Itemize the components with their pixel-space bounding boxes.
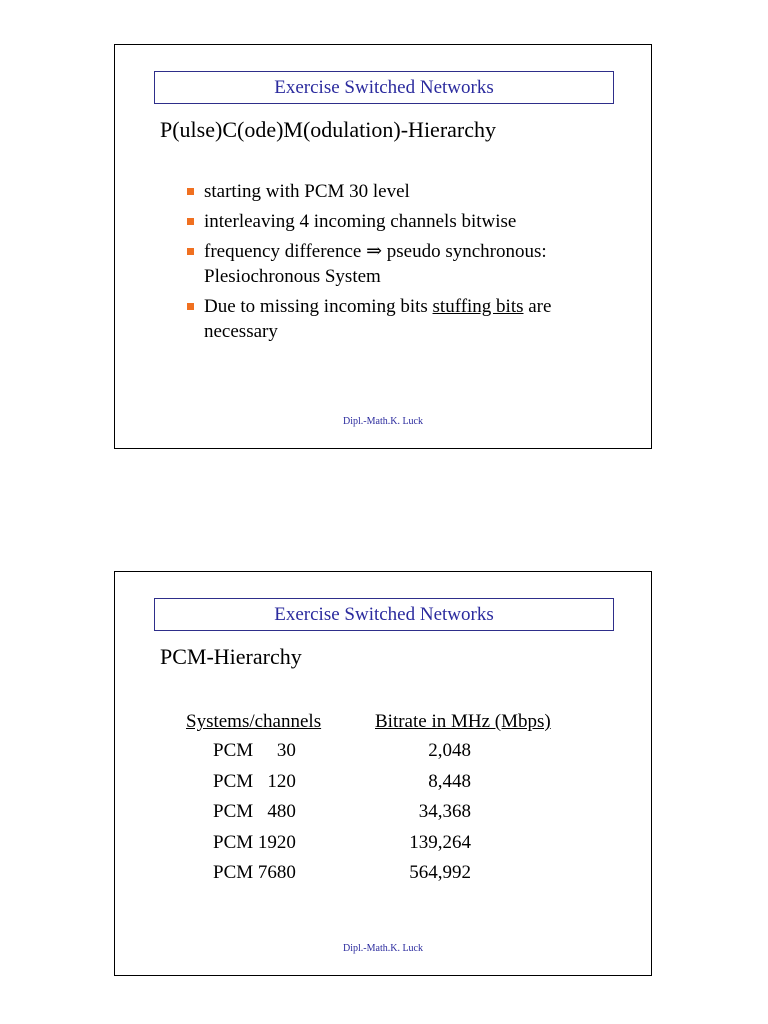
bullet-text-4-pre: Due to missing incoming bits: [204, 296, 433, 317]
bitrate-cell: 564,992: [409, 862, 471, 884]
slide-2-title: PCM-Hierarchy: [160, 644, 302, 669]
bullet-text-4-underlined: stuffing bits: [432, 296, 524, 317]
slide-1-title: P(ulse)C(ode)M(odulation)-Hierarchy: [160, 117, 497, 142]
bitrate-cell: 139,264: [409, 831, 471, 853]
slide-1-bullet-list: [187, 179, 607, 349]
square-bullet-icon: [187, 248, 194, 255]
bullet-text-1: starting with PCM 30 level: [204, 181, 410, 202]
column-header-systems: Systems/channels: [186, 711, 322, 732]
square-bullet-icon: [187, 188, 194, 195]
bullet-text-2: interleaving 4 incoming channels bitwise: [204, 211, 517, 232]
pcm-hierarchy-table: [186, 708, 571, 889]
table-row: [186, 736, 571, 767]
table-row: [186, 828, 571, 859]
table-header-row: [186, 708, 571, 736]
bullet-item-2: [187, 209, 607, 234]
system-cell: PCM 7680: [213, 862, 296, 884]
slide-2-footer: Dipl.-Math.K. Luck: [343, 943, 423, 954]
slide-1-header: [154, 71, 614, 104]
slide-2-header-text: Exercise Switched Networks: [274, 603, 494, 625]
system-cell: PCM 480: [213, 801, 296, 823]
slide-1-header-text: Exercise Switched Networks: [274, 76, 494, 98]
bullet-text-4-post: are necessary: [204, 296, 552, 342]
system-cell: PCM 1920: [213, 831, 296, 853]
bullet-item-4: [187, 294, 607, 344]
table-row: [186, 797, 571, 828]
table-row: [186, 767, 571, 798]
bullet-text-3-line-1: frequency difference ⇒ pseudo synchronous:: [204, 241, 547, 262]
bitrate-cell: 8,448: [428, 770, 471, 792]
table-row: [186, 858, 571, 889]
bullet-text-3-line-2: Plesiochronous System: [204, 266, 381, 287]
column-header-bitrate: Bitrate in MHz (Mbps): [375, 711, 551, 732]
bitrate-cell: 2,048: [428, 740, 471, 762]
slide-1: [114, 44, 652, 449]
bullet-item-3: [187, 239, 607, 289]
slide-2-header: [154, 598, 614, 631]
bullet-item-1: [187, 179, 607, 204]
system-cell: PCM 120: [213, 770, 296, 792]
slide-1-footer: Dipl.-Math.K. Luck: [343, 416, 423, 427]
square-bullet-icon: [187, 218, 194, 225]
bitrate-cell: 34,368: [418, 801, 471, 823]
system-cell: PCM 30: [213, 740, 296, 762]
slide-2: [114, 571, 652, 976]
square-bullet-icon: [187, 303, 194, 310]
